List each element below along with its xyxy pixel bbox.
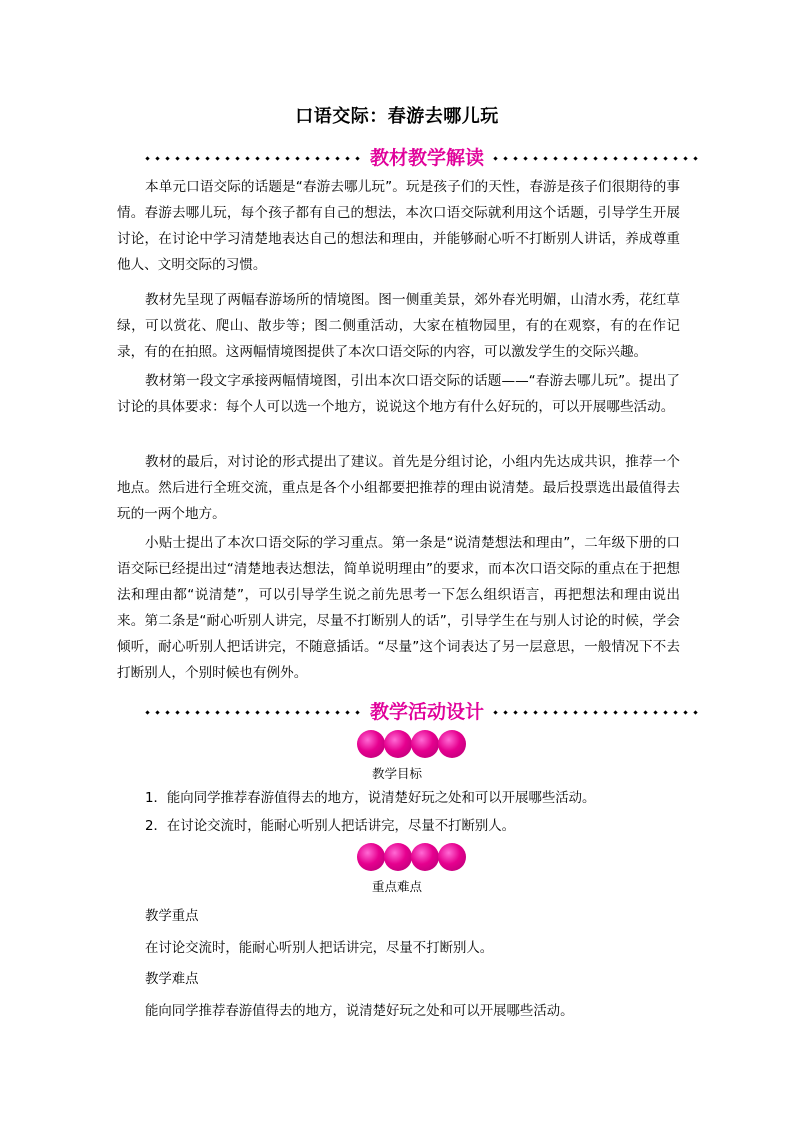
dot bbox=[553, 710, 557, 714]
dot bbox=[563, 710, 567, 714]
dot bbox=[513, 710, 517, 714]
dot bbox=[673, 156, 677, 160]
dot bbox=[295, 710, 299, 714]
dot bbox=[235, 710, 239, 714]
dot bbox=[523, 710, 527, 714]
dot bbox=[663, 710, 667, 714]
dot bbox=[603, 710, 607, 714]
dot bbox=[245, 156, 249, 160]
dot bbox=[305, 710, 309, 714]
ball-icon bbox=[384, 730, 412, 758]
dot bbox=[593, 156, 597, 160]
dot bbox=[195, 156, 199, 160]
dot bbox=[255, 710, 259, 714]
dot bbox=[693, 710, 697, 714]
ball-icon bbox=[357, 843, 385, 871]
dot bbox=[683, 710, 687, 714]
section-heading-textbook: 教材教学解读 bbox=[369, 147, 484, 169]
dot bbox=[325, 710, 329, 714]
dot bbox=[265, 156, 269, 160]
dot bbox=[145, 710, 149, 714]
dot bbox=[543, 156, 547, 160]
paragraph: 本单元口语交际的话题是“春游去哪儿玩”。玩是孩子们的天性，春游是孩子们很期待的事情。春游去哪儿玩，每个孩子都有自己的想法，本次口语交际就利用这个话题，引导学生开展讨论，在讨论中学习清楚地表达自己的想法和理由，并能够耐心听不打断别人讲话，养成尊重他人、文明交际的习惯。 bbox=[117, 179, 680, 273]
dot bbox=[275, 156, 279, 160]
dot bbox=[275, 710, 279, 714]
dot bbox=[355, 156, 359, 160]
dot bbox=[315, 710, 319, 714]
decorative-balls-icon bbox=[357, 843, 467, 873]
paragraph: 教材第一段文字承接两幅情境图，引出本次口语交际的话题——“春游去哪儿玩”。提出了讨论的具体要求：每个人可以选一个地方，说说这个地方有什么好玩的，可以开展哪些活动。 bbox=[117, 373, 680, 415]
dot bbox=[285, 710, 289, 714]
page-title: 口语交际：春游去哪儿玩 bbox=[295, 106, 499, 127]
goal-item: 2．在讨论交流时，能耐心听别人把话讲完，尽量不打断别人。 bbox=[145, 819, 516, 834]
dot bbox=[503, 710, 507, 714]
dot bbox=[335, 710, 339, 714]
dot bbox=[613, 156, 617, 160]
dot bbox=[305, 156, 309, 160]
dotted-line-right bbox=[493, 711, 705, 715]
dot bbox=[195, 710, 199, 714]
dot bbox=[623, 156, 627, 160]
dot bbox=[673, 710, 677, 714]
dot bbox=[175, 156, 179, 160]
dot bbox=[663, 156, 667, 160]
dot bbox=[205, 710, 209, 714]
section-heading-activity: 教学活动设计 bbox=[369, 701, 484, 723]
dot bbox=[145, 156, 149, 160]
dot bbox=[533, 710, 537, 714]
dot bbox=[633, 156, 637, 160]
paragraph: 教材先呈现了两幅春游场所的情境图。图一侧重美景，郊外春光明媚，山清水秀，花红草绿，可以赏花、爬山、散步等；图二侧重活动，大家在植物园里，有的在观察，有的在作记录，有的在拍照。这两幅情境图提供了本次口语交际的内容，可以激发学生的交际兴趣。 bbox=[117, 292, 680, 360]
goals-label: 教学目标 bbox=[371, 766, 422, 781]
dot bbox=[653, 156, 657, 160]
goal-item: 1．能向同学推荐春游值得去的地方，说清楚好玩之处和可以开展哪些活动。 bbox=[145, 791, 596, 806]
dot bbox=[493, 156, 497, 160]
dot bbox=[633, 710, 637, 714]
dot bbox=[255, 156, 259, 160]
ball-icon bbox=[411, 730, 439, 758]
dotted-line-left bbox=[145, 157, 360, 161]
dot bbox=[155, 710, 159, 714]
dot bbox=[503, 156, 507, 160]
section-divider-textbook bbox=[145, 145, 705, 171]
dot bbox=[563, 156, 567, 160]
focus-text: 在讨论交流时，能耐心听别人把话讲完，尽量不打断别人。 bbox=[145, 941, 494, 956]
key-points-label: 重点难点 bbox=[371, 879, 422, 894]
dot bbox=[185, 710, 189, 714]
dot bbox=[683, 156, 687, 160]
dot bbox=[335, 156, 339, 160]
dot bbox=[315, 156, 319, 160]
dot bbox=[533, 156, 537, 160]
dot bbox=[573, 156, 577, 160]
dot bbox=[225, 156, 229, 160]
dotted-line-left bbox=[145, 711, 360, 715]
paragraph: 小贴士提出了本次口语交际的学习重点。第一条是“说清楚想法和理由”，二年级下册的口语交际已经提出过“清楚地表达想法，简单说明理由”的要求，而本次口语交际的重点在于把想法和理由都“说清楚”，可以引导学生说之前先思考一下怎么组织语言，再把想法和理由说出来。第二条是“耐心听别人讲完，尽量不打断别人的话”，引导学生在与别人讨论的时候，学会倾听，耐心听别人把话讲完，不随意插话。“尽量”这个词表达了另一层意思，一般情况下不去打断别人，个别时候也有例外。 bbox=[117, 535, 680, 681]
dot bbox=[583, 156, 587, 160]
dotted-line-right bbox=[493, 157, 705, 161]
dot bbox=[523, 156, 527, 160]
dot bbox=[185, 156, 189, 160]
dot bbox=[245, 710, 249, 714]
decorative-balls-icon bbox=[357, 730, 467, 760]
difficulty-text: 能向同学推荐春游值得去的地方，说清楚好玩之处和可以开展哪些活动。 bbox=[145, 1004, 574, 1019]
dot bbox=[355, 710, 359, 714]
dot bbox=[493, 710, 497, 714]
dot bbox=[265, 710, 269, 714]
dot bbox=[215, 156, 219, 160]
dot bbox=[593, 710, 597, 714]
dot bbox=[583, 710, 587, 714]
dot bbox=[543, 710, 547, 714]
dot bbox=[285, 156, 289, 160]
dot bbox=[553, 156, 557, 160]
focus-label: 教学重点 bbox=[145, 909, 199, 924]
dot bbox=[623, 710, 627, 714]
dot bbox=[613, 710, 617, 714]
dot bbox=[165, 710, 169, 714]
dot bbox=[165, 156, 169, 160]
dot bbox=[643, 156, 647, 160]
dot bbox=[225, 710, 229, 714]
dot bbox=[295, 156, 299, 160]
dot bbox=[345, 156, 349, 160]
dot bbox=[175, 710, 179, 714]
dot bbox=[325, 156, 329, 160]
dot bbox=[573, 710, 577, 714]
dot bbox=[345, 710, 349, 714]
dot bbox=[603, 156, 607, 160]
dot bbox=[235, 156, 239, 160]
section-divider-activity bbox=[145, 699, 705, 725]
paragraph: 教材的最后，对讨论的形式提出了建议。首先是分组讨论，小组内先达成共识，推荐一个地点。然后进行全班交流，重点是各个小组都要把推荐的理由说清楚。最后投票选出最值得去玩的一两个地方。 bbox=[117, 454, 680, 522]
ball-icon bbox=[438, 843, 466, 871]
ball-icon bbox=[357, 730, 385, 758]
dot bbox=[693, 156, 697, 160]
dot bbox=[653, 710, 657, 714]
ball-icon bbox=[438, 730, 466, 758]
dot bbox=[155, 156, 159, 160]
dot bbox=[205, 156, 209, 160]
ball-icon bbox=[411, 843, 439, 871]
dot bbox=[215, 710, 219, 714]
difficulty-label: 教学难点 bbox=[145, 972, 199, 987]
dot bbox=[513, 156, 517, 160]
ball-icon bbox=[384, 843, 412, 871]
dot bbox=[643, 710, 647, 714]
